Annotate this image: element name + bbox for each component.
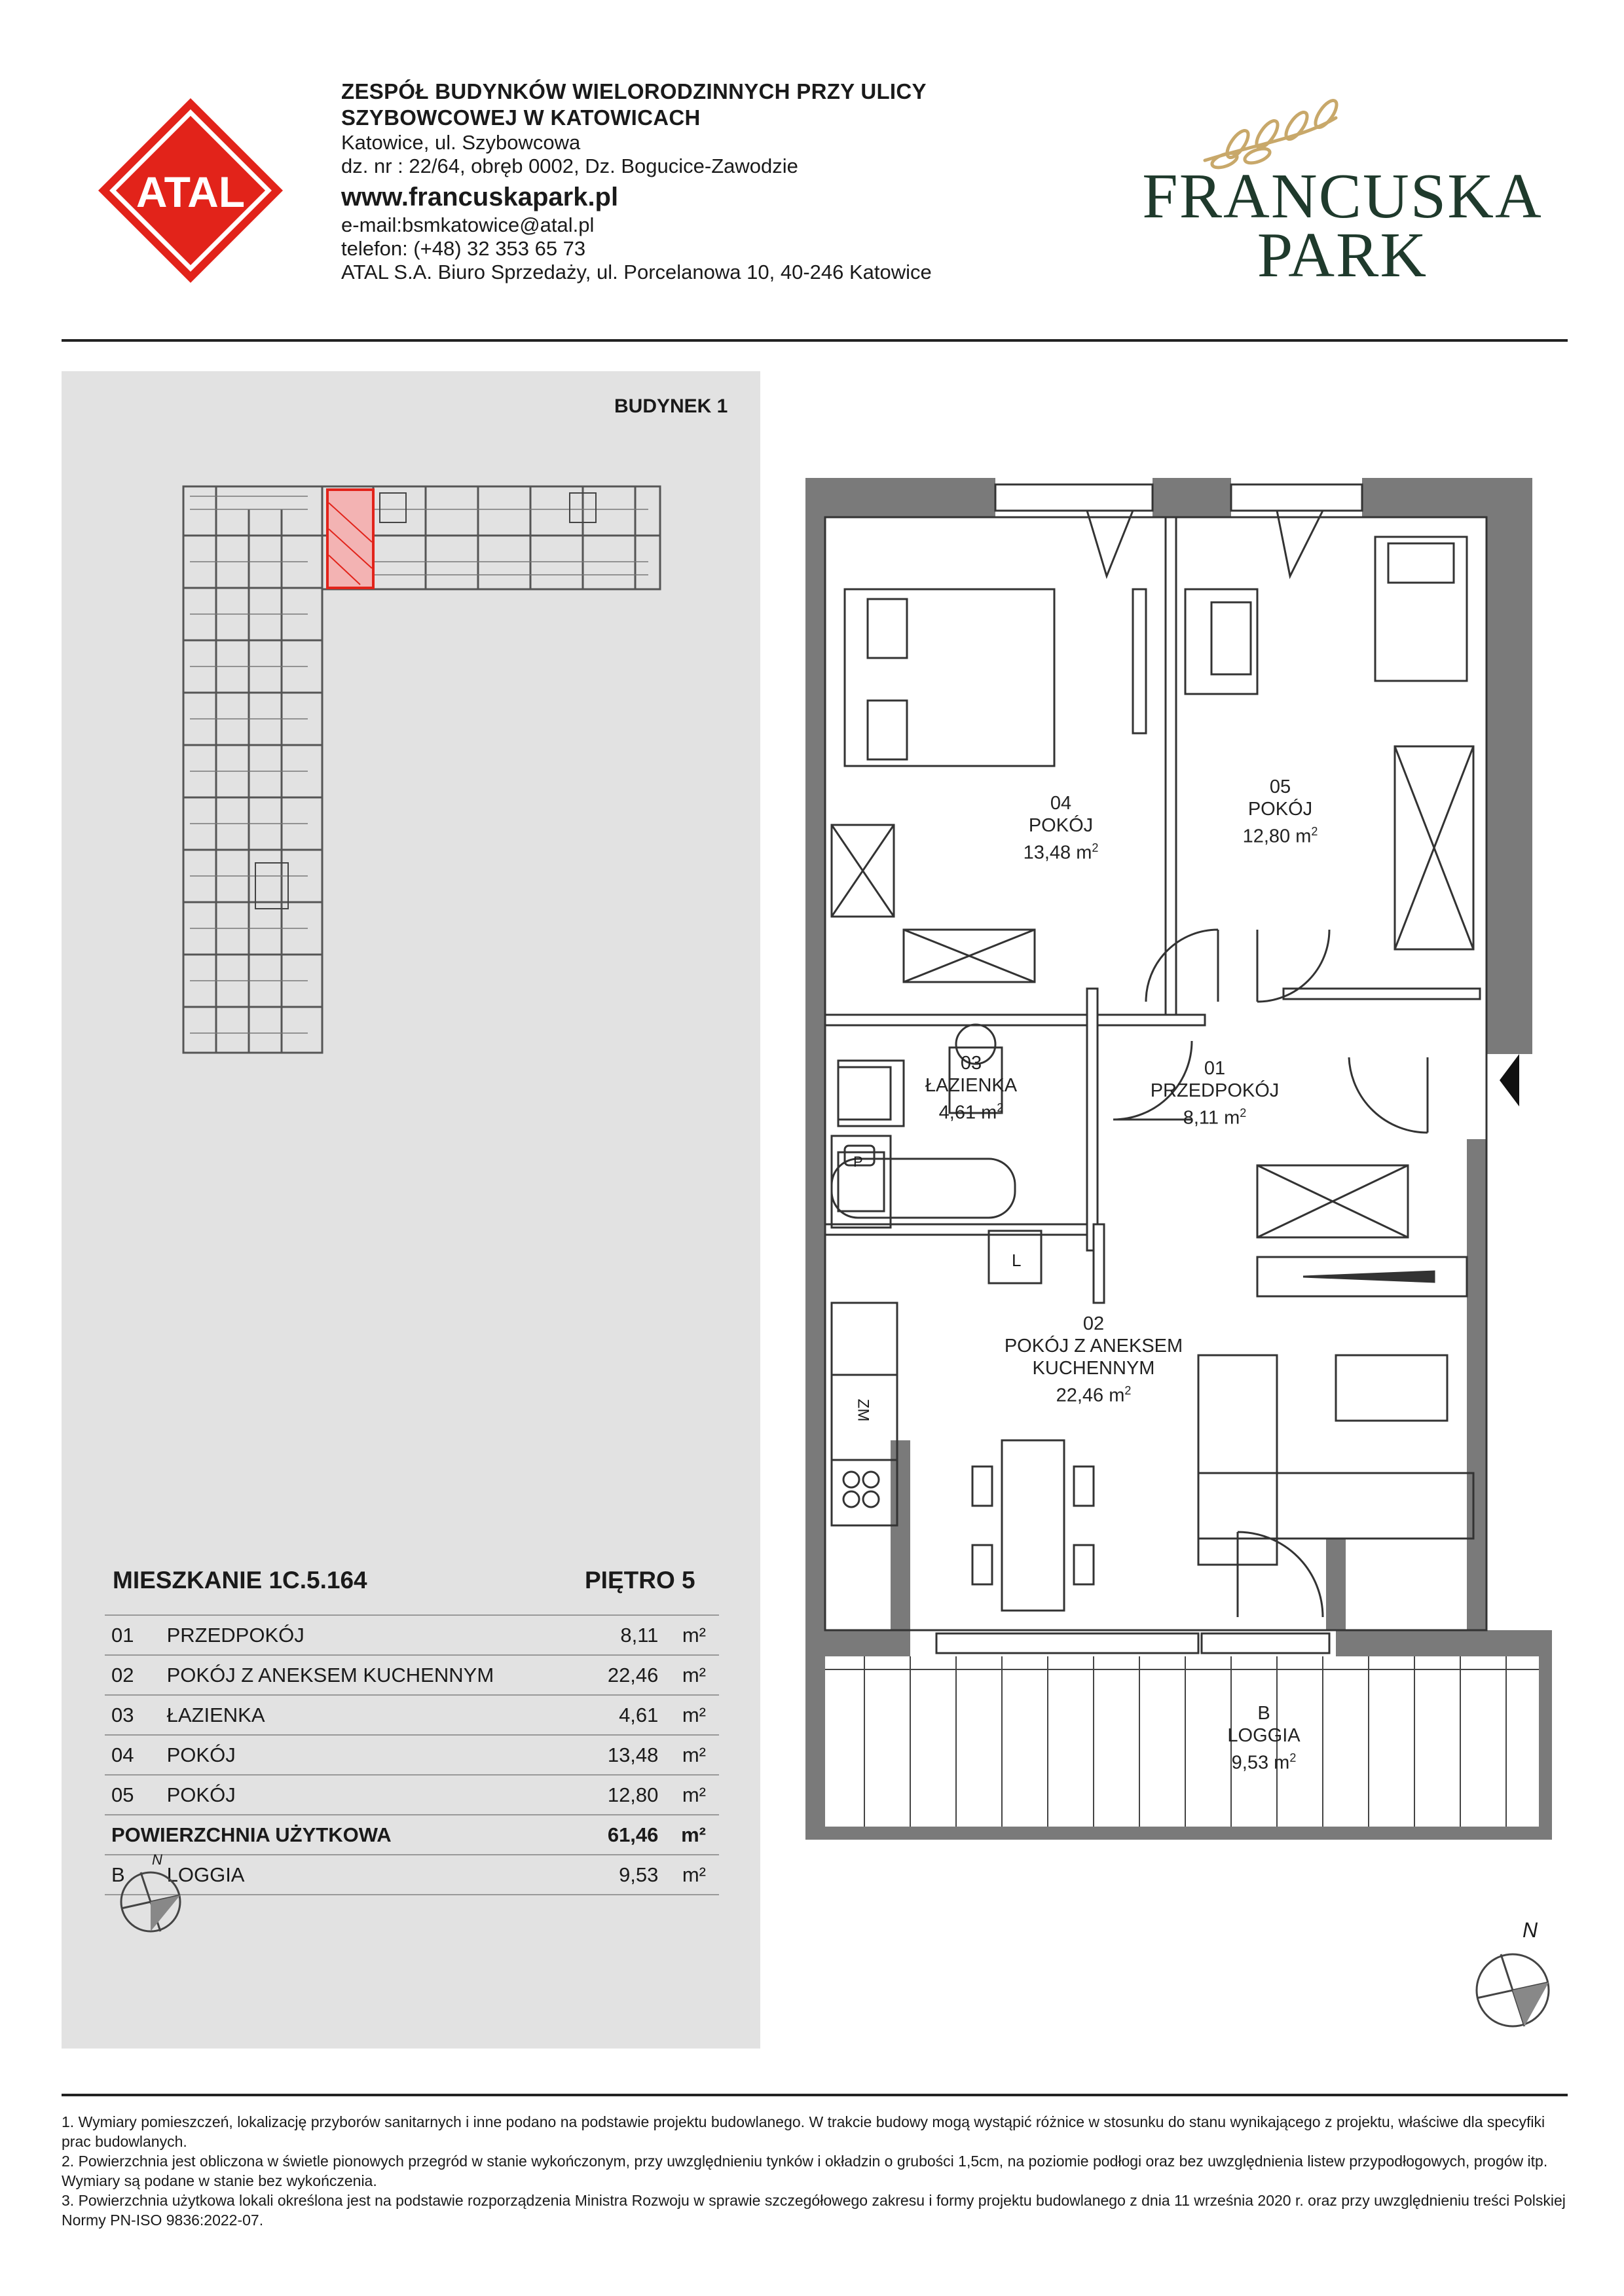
compass-icon bbox=[1467, 1938, 1565, 2036]
table-row bbox=[105, 1855, 719, 1895]
room-03-num: 03 bbox=[960, 1053, 982, 1074]
room-04-area: 13,48 m bbox=[1023, 842, 1092, 864]
room-02-num: 02 bbox=[1082, 1313, 1105, 1334]
website-link[interactable]: www.francuskapark.pl bbox=[341, 183, 619, 211]
floor-plan bbox=[805, 471, 1552, 1846]
building-outline-icon bbox=[177, 470, 681, 1059]
note-1: 1. Wymiary pomieszczeń, lokalizację przyborów sanitarnych i inne podano na podstawie projektu budowlanego. W trakcie budowy mogą wystąpić różnice w stosunku do stanu wynikającego z projektu, właściwe dla specyfiki prac budowlanych. bbox=[62, 2113, 1545, 2150]
room-01-label bbox=[1151, 1057, 1280, 1129]
project-title-line1: ZESPÓŁ BUDYNKÓW WIELORODZINNYCH PRZY ULICY bbox=[341, 79, 927, 103]
olive-branch-icon bbox=[1139, 98, 1545, 170]
row-name: ŁAZIENKA bbox=[167, 1695, 585, 1735]
row-name: POKÓJ bbox=[167, 1775, 585, 1815]
floor-plan-drawing bbox=[805, 471, 1552, 1846]
compass-large bbox=[1467, 1918, 1565, 2036]
compass-small-n: N bbox=[152, 1851, 162, 1868]
row-name: LOGGIA bbox=[167, 1855, 585, 1895]
apartment-title: MIESZKANIE 1C.5.164 bbox=[113, 1567, 367, 1594]
building-label: BUDYNEK 1 bbox=[614, 395, 728, 417]
row-unit: m² bbox=[658, 1775, 719, 1815]
room-02-name1: POKÓJ Z ANEKSEM bbox=[1004, 1336, 1183, 1357]
row-num: 04 bbox=[105, 1735, 167, 1775]
room-01-area: 8,11 m bbox=[1183, 1107, 1240, 1129]
project-address: Katowice, ul. Szybowcowa bbox=[341, 131, 581, 154]
apartment-highlight bbox=[327, 490, 373, 588]
row-area: 4,61 bbox=[584, 1695, 658, 1735]
row-unit: m² bbox=[658, 1655, 719, 1695]
row-name: PRZEDPOKÓJ bbox=[167, 1615, 585, 1655]
fixture-p: P bbox=[853, 1154, 863, 1170]
fixture-zm: ZM bbox=[854, 1398, 872, 1422]
row-num: B bbox=[105, 1855, 167, 1895]
row-num: 02 bbox=[105, 1655, 167, 1695]
room-01-sup: 2 bbox=[1240, 1106, 1247, 1120]
total-label: POWIERZCHNIA UŻYTKOWA bbox=[105, 1815, 584, 1855]
room-03-area: 4,61 m bbox=[938, 1102, 997, 1123]
room-05-num: 05 bbox=[1269, 776, 1291, 797]
row-num: 05 bbox=[105, 1775, 167, 1815]
atal-logo-text: ATAL bbox=[136, 168, 246, 216]
room-02-name2: KUCHENNYM bbox=[1032, 1358, 1155, 1379]
building-key-plan bbox=[177, 470, 681, 1063]
room-04-name: POKÓJ bbox=[1028, 815, 1094, 836]
row-name: POKÓJ bbox=[167, 1735, 585, 1775]
header-divider bbox=[62, 339, 1568, 342]
table-row bbox=[105, 1655, 719, 1695]
floor-label: PIĘTRO 5 bbox=[585, 1567, 695, 1594]
total-unit: m² bbox=[658, 1815, 719, 1855]
room-b-sup: 2 bbox=[1289, 1751, 1297, 1764]
notes bbox=[62, 2112, 1574, 2230]
row-area: 13,48 bbox=[584, 1735, 658, 1775]
row-num: 01 bbox=[105, 1615, 167, 1655]
row-unit: m² bbox=[658, 1735, 719, 1775]
row-area: 9,53 bbox=[584, 1855, 658, 1895]
row-name: POKÓJ Z ANEKSEM KUCHENNYM bbox=[167, 1655, 585, 1695]
table-row bbox=[105, 1695, 719, 1735]
room-05-sup: 2 bbox=[1311, 825, 1318, 838]
row-area: 12,80 bbox=[584, 1775, 658, 1815]
email-link[interactable]: e-mail:bsmkatowice@atal.pl bbox=[341, 213, 595, 236]
table-row bbox=[105, 1615, 719, 1655]
room-b-area: 9,53 m bbox=[1231, 1752, 1290, 1774]
room-03-sup: 2 bbox=[997, 1101, 1004, 1114]
project-plot: dz. nr : 22/64, obręb 0002, Dz. Bogucice-Zawodzie bbox=[341, 155, 798, 177]
row-unit: m² bbox=[658, 1855, 719, 1895]
room-05-label bbox=[1243, 776, 1318, 848]
table-row bbox=[105, 1735, 719, 1775]
row-unit: m² bbox=[658, 1695, 719, 1735]
header-text bbox=[341, 79, 1127, 284]
room-b-num: B bbox=[1257, 1703, 1270, 1724]
row-unit: m² bbox=[658, 1615, 719, 1655]
sales-office: ATAL S.A. Biuro Sprzedaży, ul. Porcelanowa 10, 40-246 Katowice bbox=[341, 261, 932, 283]
room-02-area: 22,46 m bbox=[1056, 1385, 1125, 1406]
total-row bbox=[105, 1815, 719, 1855]
room-02-label bbox=[1005, 1313, 1183, 1407]
room-05-area: 12,80 m bbox=[1242, 826, 1312, 847]
francuska-wordmark: FRANCUSKA bbox=[1142, 161, 1543, 232]
note-2: 2. Powierzchnia jest obliczona w świetle pionowych przegród w stanie wykończonym, przy uwzględnieniu tynków i okładzin o grubości 1,5cm, na poziomie podłogi oraz bez uwzględnienia listew przypodłogowych, progów itp. Wymiary są podane w stanie bez wykończenia. bbox=[62, 2153, 1548, 2189]
note-3: 3. Powierzchnia użytkowa lokali określona jest na podstawie rozporządzenia Ministra Rozwoju w sprawie szczegółowego zakresu i formy projektu budowlanego z dnia 11 września 2020 r. oraz przy uwzględnieniu treści Polskiej Normy PN-ISO 9836:2022-07. bbox=[62, 2192, 1566, 2229]
room-01-name: PRZEDPOKÓJ bbox=[1150, 1080, 1280, 1101]
room-b-name: LOGGIA bbox=[1227, 1725, 1301, 1746]
compass-small bbox=[111, 1851, 190, 1938]
row-area: 8,11 bbox=[584, 1615, 658, 1655]
compass-large-n: N bbox=[1522, 1918, 1538, 1942]
entrance-arrow-icon bbox=[1500, 1054, 1519, 1106]
row-area: 22,46 bbox=[584, 1655, 658, 1695]
room-03-label bbox=[925, 1052, 1017, 1124]
room-03-name: ŁAZIENKA bbox=[925, 1075, 1018, 1096]
room-04-sup: 2 bbox=[1092, 841, 1099, 854]
row-num: 03 bbox=[105, 1695, 167, 1735]
table-row bbox=[105, 1775, 719, 1815]
fixture-l: L bbox=[1012, 1250, 1022, 1270]
room-02-sup: 2 bbox=[1124, 1384, 1132, 1397]
compass-icon bbox=[111, 1859, 190, 1938]
room-b-label bbox=[1227, 1702, 1300, 1774]
phone-number: telefon: (+48) 32 353 65 73 bbox=[341, 237, 586, 260]
park-wordmark: PARK bbox=[1257, 220, 1428, 291]
project-title-line2: SZYBOWCOWEJ W KATOWICACH bbox=[341, 105, 701, 130]
footer-divider bbox=[62, 2094, 1568, 2096]
room-04-num: 04 bbox=[1050, 793, 1072, 814]
room-05-name: POKÓJ bbox=[1247, 799, 1313, 820]
room-01-num: 01 bbox=[1204, 1058, 1226, 1079]
francuska-park-logo bbox=[1139, 98, 1545, 291]
atal-logo bbox=[96, 96, 286, 285]
total-area: 61,46 bbox=[584, 1815, 658, 1855]
rooms-table bbox=[105, 1614, 719, 1895]
room-04-label bbox=[1024, 792, 1099, 864]
